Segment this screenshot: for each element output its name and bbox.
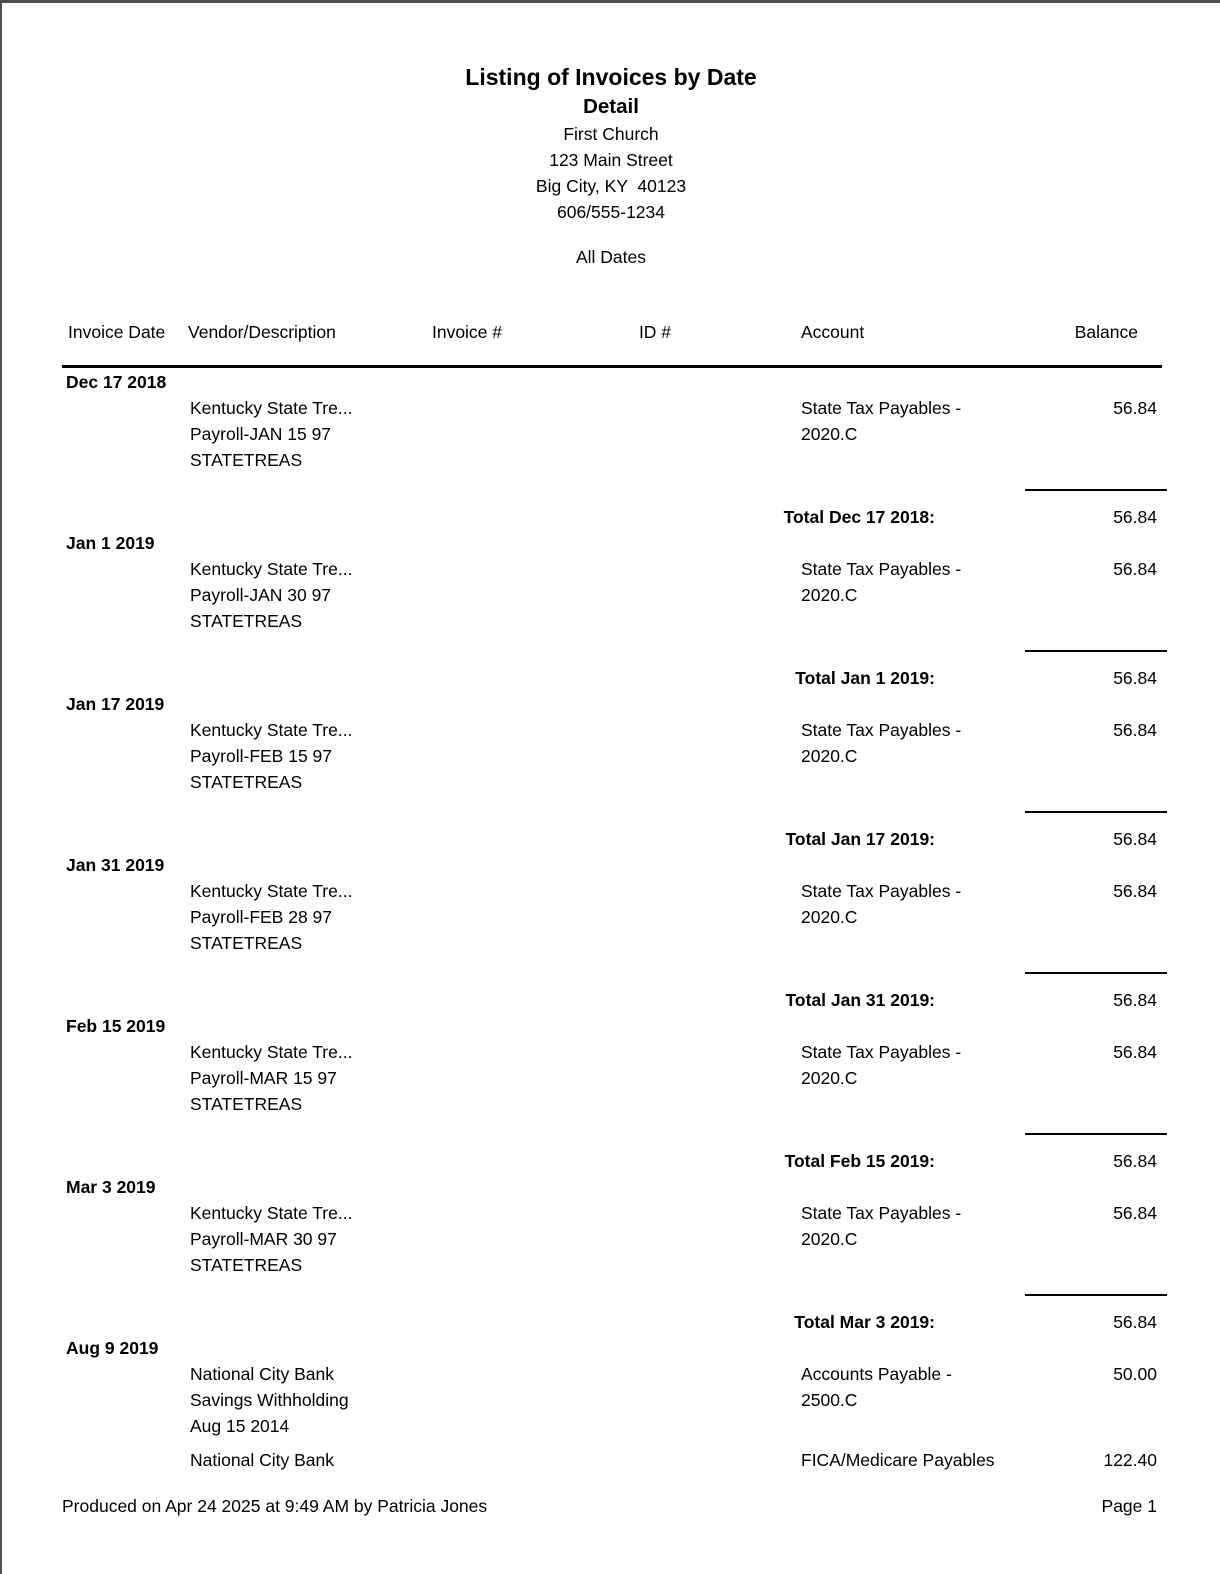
vendor-description-cell: Kentucky State Tre... Payroll-MAR 30 97 STATETREAS — [190, 1203, 353, 1275]
group-total-block — [2, 1294, 1220, 1335]
org-name: First Church — [563, 124, 659, 144]
vendor-description-cell: Kentucky State Tre... Payroll-JAN 30 97 STATETREAS — [190, 559, 353, 631]
group-total-row — [2, 665, 1220, 691]
group-total-divider — [1025, 489, 1167, 491]
invoice-group — [2, 691, 1220, 852]
group-total-label: Total Mar 3 2019: — [794, 1312, 935, 1332]
group-total-divider — [1025, 811, 1167, 813]
account-cell: State Tax Payables - 2020.C — [801, 559, 962, 605]
group-total-block — [2, 972, 1220, 1013]
column-header-invoice-date: Invoice Date — [68, 322, 166, 342]
group-total-divider — [1025, 1133, 1167, 1135]
column-header-balance: Balance — [1074, 322, 1138, 342]
group-total-label: Total Dec 17 2018: — [783, 507, 935, 527]
account-cell: State Tax Payables - 2020.C — [801, 881, 962, 927]
page-title: Listing of Invoices by Date — [465, 64, 757, 90]
group-total-label: Total Feb 15 2019: — [784, 1151, 935, 1171]
account-cell: FICA/Medicare Payables — [801, 1450, 995, 1470]
group-date-header: Aug 9 2019 — [66, 1338, 159, 1358]
group-total-value: 56.84 — [1113, 507, 1157, 527]
group-total-value: 56.84 — [1113, 990, 1157, 1010]
date-range-label: All Dates — [575, 247, 647, 267]
account-cell: State Tax Payables - 2020.C — [801, 1203, 962, 1249]
table-header-row — [2, 319, 1220, 345]
invoice-group — [2, 530, 1220, 691]
group-total-row — [2, 1309, 1220, 1335]
invoice-group — [2, 1174, 1220, 1335]
group-date-header: Jan 17 2019 — [66, 694, 165, 714]
column-header-vendor-description: Vendor/Description — [188, 322, 336, 342]
group-total-value: 56.84 — [1113, 1151, 1157, 1171]
page-number: Page 1 — [1101, 1496, 1157, 1516]
group-date-header: Mar 3 2019 — [66, 1177, 156, 1197]
invoice-group — [2, 1013, 1220, 1174]
group-date-header: Jan 1 2019 — [66, 533, 155, 553]
group-total-value: 56.84 — [1113, 668, 1157, 688]
group-total-block — [2, 811, 1220, 852]
account-cell: State Tax Payables - 2020.C — [801, 398, 962, 444]
account-cell: State Tax Payables - 2020.C — [801, 1042, 962, 1088]
invoice-groups — [2, 369, 1220, 1473]
balance-cell: 50.00 — [1113, 1364, 1157, 1384]
group-total-label: Total Jan 17 2019: — [785, 829, 935, 849]
group-total-row — [2, 1148, 1220, 1174]
report-subtitle: Detail — [583, 95, 639, 118]
group-total-divider — [1025, 1294, 1167, 1296]
column-header-id-number: ID # — [638, 322, 672, 342]
balance-cell: 56.84 — [1113, 1042, 1157, 1062]
group-entries — [2, 1039, 1220, 1117]
group-total-value: 56.84 — [1113, 1312, 1157, 1332]
invoice-group — [2, 1335, 1220, 1473]
account-cell: State Tax Payables - 2020.C — [801, 720, 962, 766]
invoice-entry — [2, 878, 1220, 956]
vendor-description-cell: Kentucky State Tre... Payroll-JAN 15 97 STATETREAS — [190, 398, 353, 470]
report-footer — [62, 1493, 1157, 1519]
address-street: 123 Main Street — [549, 150, 673, 170]
invoice-entry — [2, 1447, 1220, 1473]
column-header-invoice-number: Invoice # — [431, 322, 503, 342]
balance-cell: 122.40 — [1103, 1450, 1157, 1470]
address-city: Big City, KY 40123 — [535, 176, 687, 196]
balance-cell: 56.84 — [1113, 398, 1157, 418]
produced-by-text: Produced on Apr 24 2025 at 9:49 AM by Patricia Jones — [62, 1496, 488, 1516]
vendor-description-cell: Kentucky State Tre... Payroll-MAR 15 97 STATETREAS — [190, 1042, 353, 1114]
invoice-entry — [2, 1200, 1220, 1278]
phone-number: 606/555-1234 — [556, 202, 666, 222]
group-total-label: Total Jan 1 2019: — [795, 668, 935, 688]
group-total-block — [2, 650, 1220, 691]
group-entries — [2, 717, 1220, 795]
vendor-description-cell: National City Bank — [190, 1450, 334, 1470]
invoice-entry — [2, 1039, 1220, 1117]
group-total-row — [2, 987, 1220, 1013]
balance-cell: 56.84 — [1113, 881, 1157, 901]
group-total-label: Total Jan 31 2019: — [785, 990, 935, 1010]
group-date-header: Dec 17 2018 — [66, 372, 167, 392]
group-total-row — [2, 826, 1220, 852]
group-total-divider — [1025, 650, 1167, 652]
invoice-group — [2, 852, 1220, 1013]
table-header-divider — [62, 365, 1162, 368]
group-entries — [2, 878, 1220, 956]
group-entries — [2, 1361, 1220, 1473]
group-total-row — [2, 504, 1220, 530]
group-total-block — [2, 489, 1220, 530]
invoice-entry — [2, 717, 1220, 795]
report-header — [2, 3, 1220, 270]
balance-cell: 56.84 — [1113, 559, 1157, 579]
group-total-divider — [1025, 972, 1167, 974]
group-entries — [2, 556, 1220, 634]
group-date-header: Jan 31 2019 — [66, 855, 165, 875]
invoice-entry — [2, 1361, 1220, 1439]
group-entries — [2, 1200, 1220, 1278]
balance-cell: 56.84 — [1113, 1203, 1157, 1223]
vendor-description-cell: Kentucky State Tre... Payroll-FEB 28 97 STATETREAS — [190, 881, 353, 953]
group-date-header: Feb 15 2019 — [66, 1016, 166, 1036]
invoice-entry — [2, 556, 1220, 634]
account-cell: Accounts Payable - 2500.C — [801, 1364, 952, 1410]
group-total-block — [2, 1133, 1220, 1174]
invoice-entry — [2, 395, 1220, 473]
balance-cell: 56.84 — [1113, 720, 1157, 740]
group-entries — [2, 395, 1220, 473]
vendor-description-cell: National City Bank Savings Withholding Aug 15 2014 — [190, 1364, 349, 1436]
vendor-description-cell: Kentucky State Tre... Payroll-FEB 15 97 STATETREAS — [190, 720, 353, 792]
group-total-value: 56.84 — [1113, 829, 1157, 849]
invoice-group — [2, 369, 1220, 530]
column-header-account: Account — [801, 322, 865, 342]
